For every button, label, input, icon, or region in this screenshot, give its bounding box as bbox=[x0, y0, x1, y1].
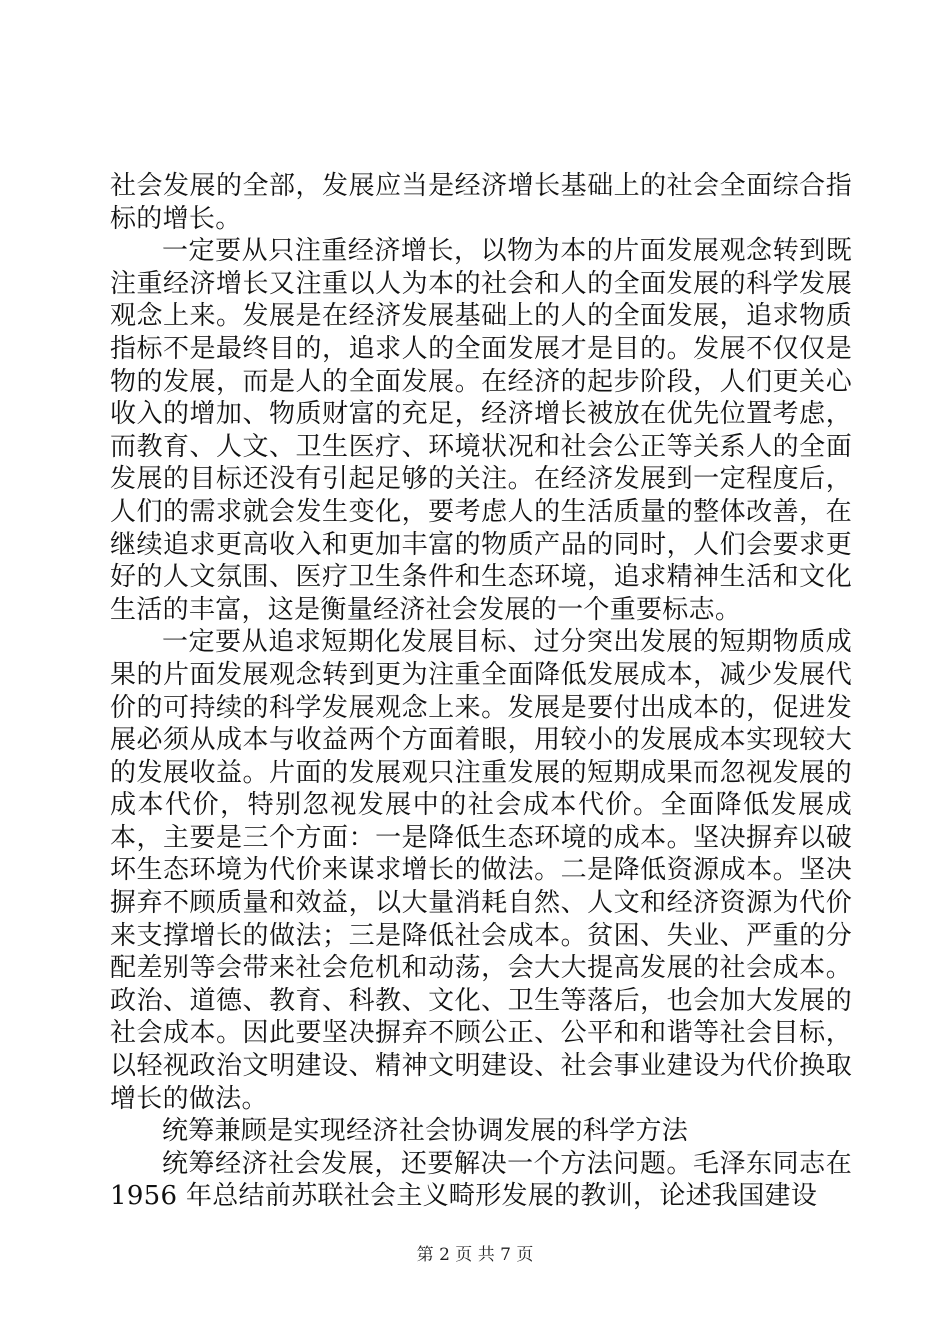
paragraph-people-oriented: 一定要从只注重经济增长，以物为本的片面发展观念转到既注重经济增长又注重以人为本的社会和人的全面发展的科学发展观念上来。发展是在经济发展基础上的人的全面发展，追求物质指标不是最终目的，追求人的全面发展才是目的。发展不仅仅是物的发展，而是人的全面发展。在经济的起步阶段，人们更关心收入的增加、物质财富的充足，经济增长被放在优先位置考虑，而教育、人文、卫生医疗、环境状况和社会公正等关系人的全面发展的目标还没有引起足够的关注。在经济发展到一定程度后，人们的需求就会发生变化，要考虑人的生活质量的整体改善，在继续追求更高收入和更加丰富的物质产品的同时，人们会要求更好的人文氛围、医疗卫生条件和生态环境，追求精神生活和文化生活的丰富，这是衡量经济社会发展的一个重要标志。 bbox=[110, 236, 852, 625]
paragraph-method: 统筹经济社会发展，还要解决一个方法问题。毛泽东同志在 1956 年总结前苏联社会主义畸形发展的教训，论述我国建设 bbox=[110, 1148, 852, 1212]
page-number-footer: 第 2 页 共 7 页 bbox=[416, 1245, 534, 1265]
paragraph-continuation: 社会发展的全部，发展应当是经济增长基础上的社会全面综合指标的增长。 bbox=[110, 171, 852, 234]
paragraph-development-cost: 一定要从追求短期化发展目标、过分突出发展的短期物质成果的片面发展观念转到更为注重全面降低发展成本，减少发展代价的可持续的科学发展观念上来。发展是要付出成本的，促进发展必须从成本与收益两个方面着眼，用较小的发展成本实现较大的发展收益。片面的发展观只注重发展的短期成果而忽视发展的成本代价，特别忽视发展中的社会成本代价。全面降低发展成本，主要是三个方面：一是降低生态环境的成本。坚决摒弃以破坏生态环境为代价来谋求增长的做法。二是降低资源成本。坚决摒弃不顾质量和效益，以大量消耗自然、人文和经济资源为代价来支撑增长的做法；三是降低社会成本。贫困、失业、严重的分配差别等会带来社会危机和动荡，会大大提高发展的社会成本。政治、道德、教育、科教、文化、卫生等落后，也会加大发展的社会成本。因此要坚决摒弃不顾公正、公平和和谐等社会目标，以轻视政治文明建设、精神文明建设、社会事业建设为代价换取增长的做法。 bbox=[110, 627, 852, 1114]
section-heading: 统筹兼顾是实现经济社会协调发展的科学方法 bbox=[162, 1116, 689, 1147]
document-body bbox=[110, 170, 852, 1213]
